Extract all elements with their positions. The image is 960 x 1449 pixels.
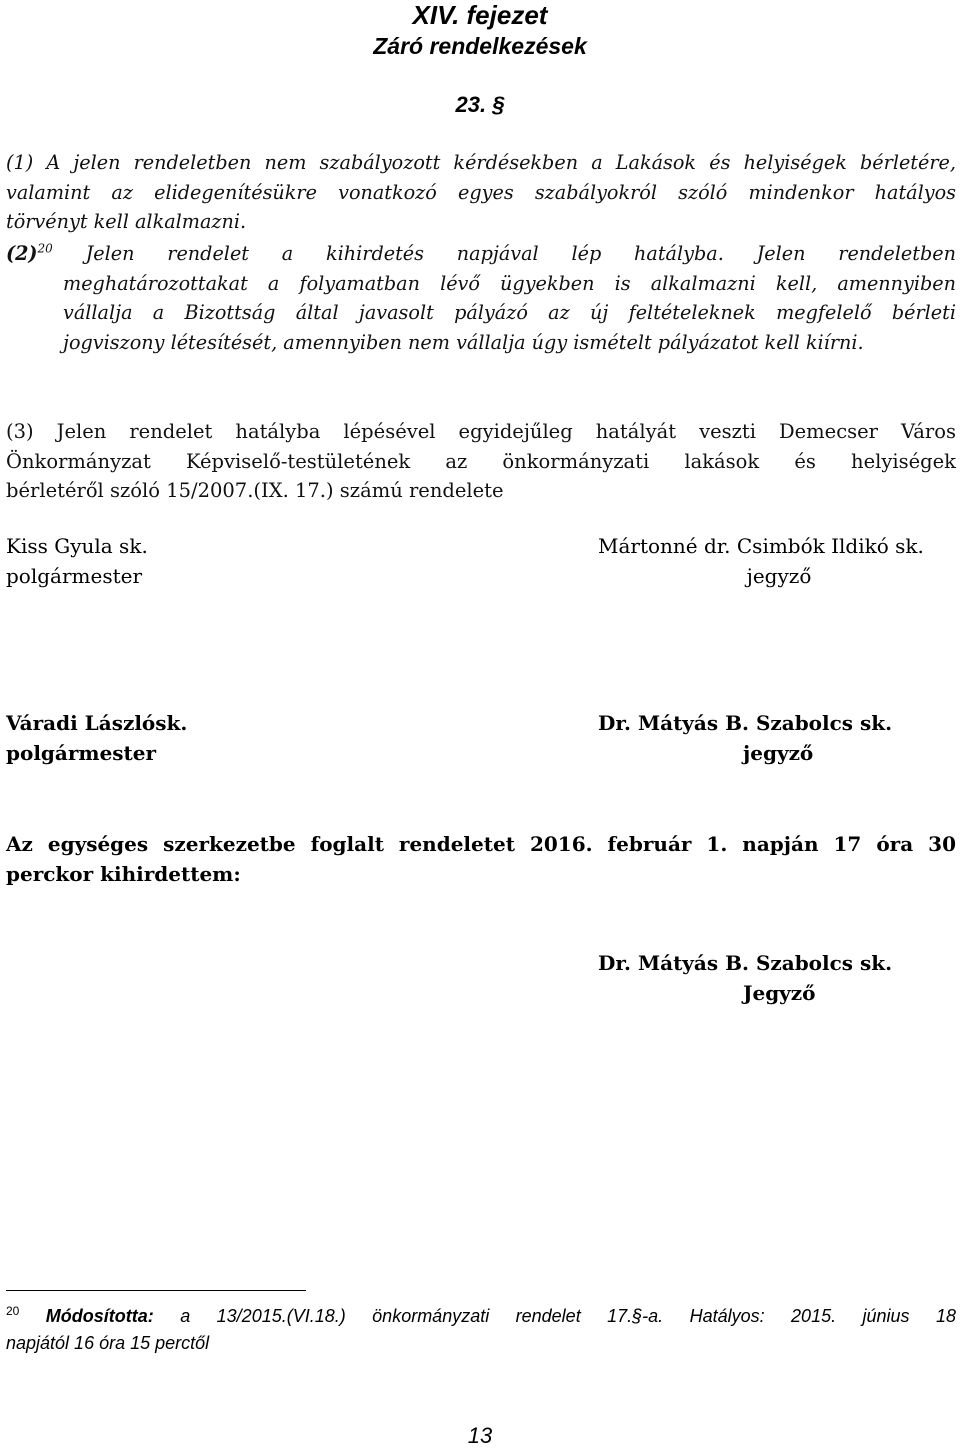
chapter-title: XIV. fejezet <box>412 0 548 30</box>
signer-title-right: jegyző <box>746 564 812 588</box>
signer2-name-right: Dr. Mátyás B. Szabolcs sk. <box>598 711 893 735</box>
signer2-name-left: Váradi Lászlósk. <box>6 711 188 735</box>
paragraph-1-line: törvényt kell alkalmazni. <box>6 210 247 233</box>
paragraph-2-label: (2) <box>6 242 38 265</box>
section-heading <box>0 92 960 118</box>
footnote-number: 20 <box>6 1304 20 1318</box>
section-symbol: § <box>492 92 505 117</box>
footnote-line-1 <box>6 1303 956 1330</box>
paragraph-2 <box>6 239 956 357</box>
signer2-title-right: jegyző <box>743 741 814 765</box>
promulgation-notice <box>6 829 956 889</box>
paragraph-3-line: (3) Jelen rendelet hatályba lépésével egyidejűleg hatályát veszti Demecser Város <box>6 420 956 443</box>
footnote-line-2: napjától 16 óra 15 perctől <box>6 1333 210 1353</box>
footnote-separator <box>6 1290 306 1291</box>
paragraph-2-first-line <box>6 239 956 269</box>
footnote <box>6 1303 956 1357</box>
paragraph-1-line: valamint az elidegenítésükre vonatkozó egyes szabályokról szóló mindenkor hatályos <box>6 180 956 204</box>
paragraph-3 <box>6 417 956 506</box>
paragraph-3-line: bérletéről szóló 15/2007.(IX. 17.) számú rendelete <box>6 479 504 502</box>
signer3-name: Dr. Mátyás B. Szabolcs sk. <box>598 951 893 975</box>
signer2-title-left: polgármester <box>6 741 157 765</box>
paragraph-2-line: vállalja a Bizottság által javasolt pályázó az új feltételeknek megfelelő bérleti <box>63 301 956 324</box>
notice-line: perckor kihirdettem: <box>6 862 241 886</box>
signer-name-left: Kiss Gyula sk. <box>6 534 148 558</box>
footnote-text: a 13/2015.(VI.18.) önkormányzati rendelet 17.§-a. Hatályos: 2015. június 18 <box>180 1306 956 1326</box>
section-number: 23. <box>455 92 487 117</box>
page-number: 13 <box>467 1423 493 1448</box>
footnote-label: Módosította: <box>45 1306 154 1326</box>
chapter-subtitle: Záró rendelkezések <box>373 33 587 59</box>
paragraph-3-line: Önkormányzat Képviselő-testületének az önkormányzati lakások és helyiségek <box>6 449 956 473</box>
paragraph-2-line: meghatározottakat a folyamatban lévő ügyekben is alkalmazni kell, amennyiben <box>63 271 956 295</box>
signer3-title: Jegyző <box>743 981 816 1005</box>
signer-title-left: polgármester <box>6 564 143 588</box>
paragraph-1-line: (1) A jelen rendeletben nem szabályozott kérdésekben a Lakások és helyiségek bérletére, <box>6 151 956 174</box>
paragraph-1 <box>6 148 956 237</box>
signer-name-right: Mártonné dr. Csimbók Ildikó sk. <box>598 534 924 558</box>
paragraph-2-line: jogviszony létesítését, amennyiben nem vállalja úgy ismételt pályázatot kell kiírni. <box>63 330 864 354</box>
notice-line: Az egységes szerkezetbe foglalt rendeletet 2016. február 1. napján 17 óra 30 <box>6 832 956 856</box>
footnote-reference[interactable]: 20 <box>37 241 53 256</box>
paragraph-2-first-text: Jelen rendelet a kihirdetés napjával lép hatályba. Jelen rendeletben <box>85 242 956 265</box>
